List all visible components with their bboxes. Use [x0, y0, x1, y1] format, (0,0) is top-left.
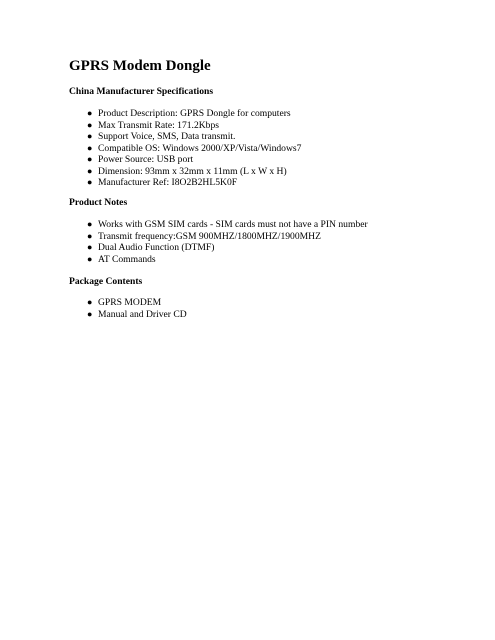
list-item-text: Dual Audio Function (DTMF) — [98, 242, 215, 253]
bullet-icon: ● — [87, 108, 93, 118]
bullet-icon: ● — [87, 297, 93, 307]
list-item-text: AT Commands — [98, 253, 156, 265]
bullet-icon: ● — [87, 165, 93, 176]
bullet-icon: ● — [87, 119, 93, 130]
bullet-icon: ● — [87, 177, 93, 187]
bullet-icon: ● — [87, 253, 93, 264]
list-item-text: Product Description: GPRS Dongle for computers — [98, 108, 291, 119]
list-item-text: Compatible OS: Windows 2000/XP/Vista/Windows7 — [98, 142, 302, 154]
list-item-text: Transmit frequency:GSM 900MHZ/1800MHZ/1900MHZ — [98, 230, 321, 242]
bullet-icon: ● — [87, 131, 93, 141]
list-item-text: Dimension: 93mm x 32mm x 11mm (L x W x H) — [98, 165, 287, 177]
bullet-icon: ● — [87, 219, 93, 229]
bullet-icon: ● — [87, 154, 93, 164]
page-title: GPRS Modem Dongle — [69, 58, 211, 74]
bullet-icon: ● — [87, 230, 93, 241]
bullet-icon: ● — [87, 242, 93, 252]
bullet-icon: ● — [87, 142, 93, 153]
list-item-text: Works with GSM SIM cards - SIM cards must not have a PIN number — [98, 219, 368, 230]
section-heading-package-contents: Package Contents — [69, 276, 143, 287]
list-item-text: Max Transmit Rate: 171.2Kbps — [98, 119, 219, 131]
section-heading-product-notes: Product Notes — [69, 197, 128, 208]
list-item-text: GPRS MODEM — [98, 297, 162, 308]
list-item-text: Manual and Driver CD — [98, 308, 187, 320]
bullet-icon: ● — [87, 308, 93, 319]
list-item-text: Manufacturer Ref: I8O2B2HL5K0F — [98, 177, 238, 188]
list-item-text: Power Source: USB port — [98, 154, 194, 165]
section-heading-specifications: China Manufacturer Specifications — [69, 86, 214, 97]
list-item-text: Support Voice, SMS, Data transmit. — [98, 131, 236, 142]
